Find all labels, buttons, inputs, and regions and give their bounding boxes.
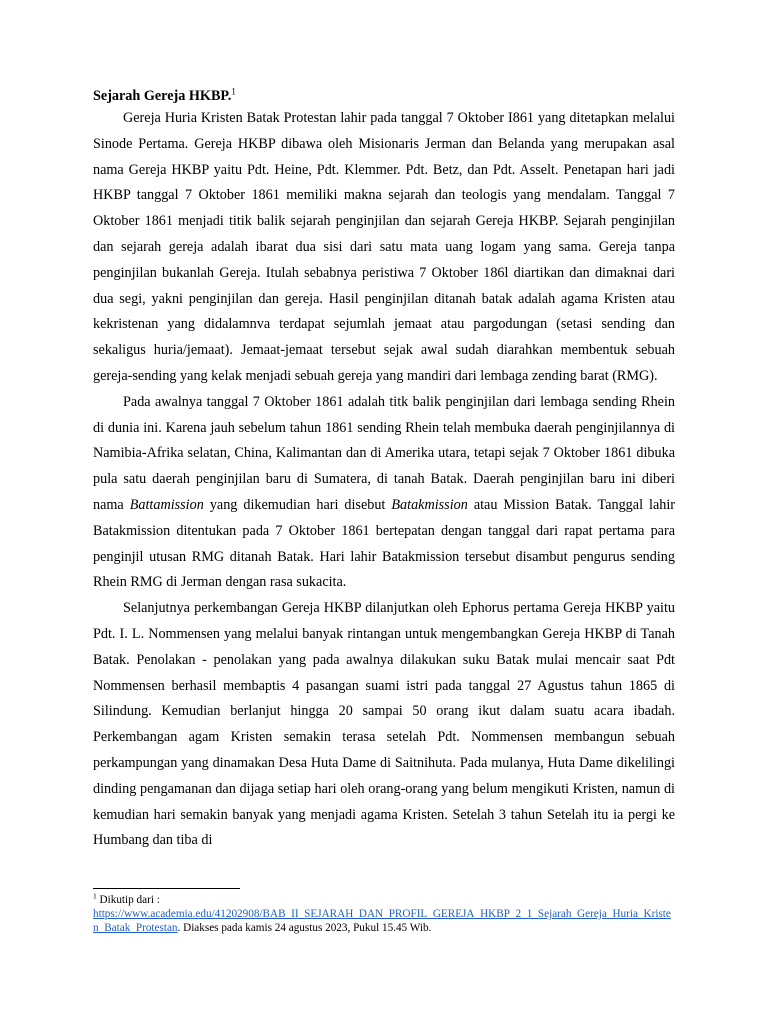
section-heading-text: Sejarah Gereja HKBP. xyxy=(93,88,232,104)
footnote-reference[interactable]: 1 xyxy=(231,86,236,97)
paragraph-text: Gereja Huria Kristen Batak Protestan lahir pada tanggal 7 Oktober I861 yang ditetapkan melalui Sinode Pertama. Gereja HKBP dibawa oleh Misionaris Jerman dan Belanda yang merupakan asal nama Gereja HKBP yaitu Pdt. Heine, Pdt. Klemmer. Pdt. Betz, dan Pdt. Asselt. Penetapan hari jadi HKBP tanggal 7 Oktober 1861 memiliki makna sejarah dan teologis yang mendalam. Tanggal 7 Oktober 1861 menjadi titik balik sejarah penginjilan dan sejarah Gereja HKBP. Sejarah penginjilan dan sejarah gereja adalah ibarat dua sisi dari satu mata uang logam yang sama. Gereja tanpa penginjilan bukanlah Gereja. Itulah sebabnya peristiwa 7 Oktober 186l diartikan dan dimaknai dari dua segi, yakni penginjilan dan gereja. Hasil penginjilan ditanah batak adalah agama Kristen atau kekristenan yang didalamnva terdapat sejumlah jemaat atau pargodungan (setasi sending dan sekaligus huria/jemaat). Jemaat-jemaat tersebut sejak awal sudah diarahkan membentuk sebuah gereja-sending yang kelak menjadi sebuah gereja yang mandiri dari lembaga zending barat (RMG). xyxy=(93,110,675,384)
footnote-source-link[interactable]: https://www.academia.edu/41202908/BAB_II_SEJARAH_DAN_PROFIL_GEREJA_HKBP_2_1_Sejarah_Gereja_Huria_Kristen_Batak_Protestan xyxy=(93,908,671,934)
paragraph-3 xyxy=(93,596,675,854)
footnote-separator xyxy=(93,888,240,889)
italic-term-batakmission: Batakmission xyxy=(391,496,468,513)
footnote-label: Dikutip dari : xyxy=(99,894,160,906)
footnote xyxy=(93,893,675,935)
italic-term-battamission: Battamission xyxy=(129,496,204,513)
footnote-number: 1 xyxy=(93,891,97,901)
paragraph-text: yang dikemudian hari disebut xyxy=(203,496,392,513)
paragraph-text: Pada awalnya tanggal 7 Oktober 1861 adalah titk balik penginjilan dari lembaga sending Rhein di dunia ini. Karena jauh sebelum tahun 1861 sending Rhein telah membuka daerah penginjilannya di Namibia-Afrika selatan, China, Kalimantan dan di Amerika utara, tetapi sejak 7 Oktober 1861 dibuka pula satu daerah penginjilan baru di Sumatera, di tanah Batak. Daerah penginjilan baru ini diberi nama xyxy=(93,393,675,513)
section-heading xyxy=(93,86,675,106)
paragraph-text: atau Mission Batak. Tanggal lahir Batakmission ditentukan pada 7 Oktober 1861 bertepatan dengan tanggal dari rapat pertama para penginjil utusan RMG ditanah Batak. Hari lahir Batakmission tersebut disambut pengurus sending Rhein RMG di Jerman dengan rasa sukacita. xyxy=(93,496,675,591)
footnote-access-note: . Diakses pada kamis 24 agustus 2023, Pukul 15.45 Wib. xyxy=(177,922,432,934)
paragraph-1 xyxy=(93,106,675,390)
paragraph-2 xyxy=(93,390,675,596)
document-body xyxy=(93,86,675,854)
paragraph-text: Selanjutnya perkembangan Gereja HKBP dilanjutkan oleh Ephorus pertama Gereja HKBP yaitu Pdt. I. L. Nommensen yang melalui banyak rintangan untuk mengembangkan Gereja HKBP di Tanah Batak. Penolakan - penolakan yang pada awalnya dilakukan suku Batak mulai mencair saat Pdt Nommensen berhasil membaptis 4 pasangan suami istri pada tanggal 27 Agustus tahun 1865 di Silindung. Kemudian berlanjut hingga 20 sampai 50 orang ikut dalam suatu acara ibadah. Perkembangan agam Kristen semakin terasa setelah Pdt. Nommensen membangun sebuah perkampungan yang dinamakan Desa Huta Dame di Saitnihuta. Pada mulanya, Huta Dame dikelilingi dinding pengamanan dan dijaga setiap hari oleh orang-orang yang belum mengikuti Kristen, namun di kemudian hari semakin banyak yang menjadi agama Kristen. Setelah 3 tahun Setelah itu ia pergi ke Humbang dan tiba di xyxy=(93,600,675,849)
